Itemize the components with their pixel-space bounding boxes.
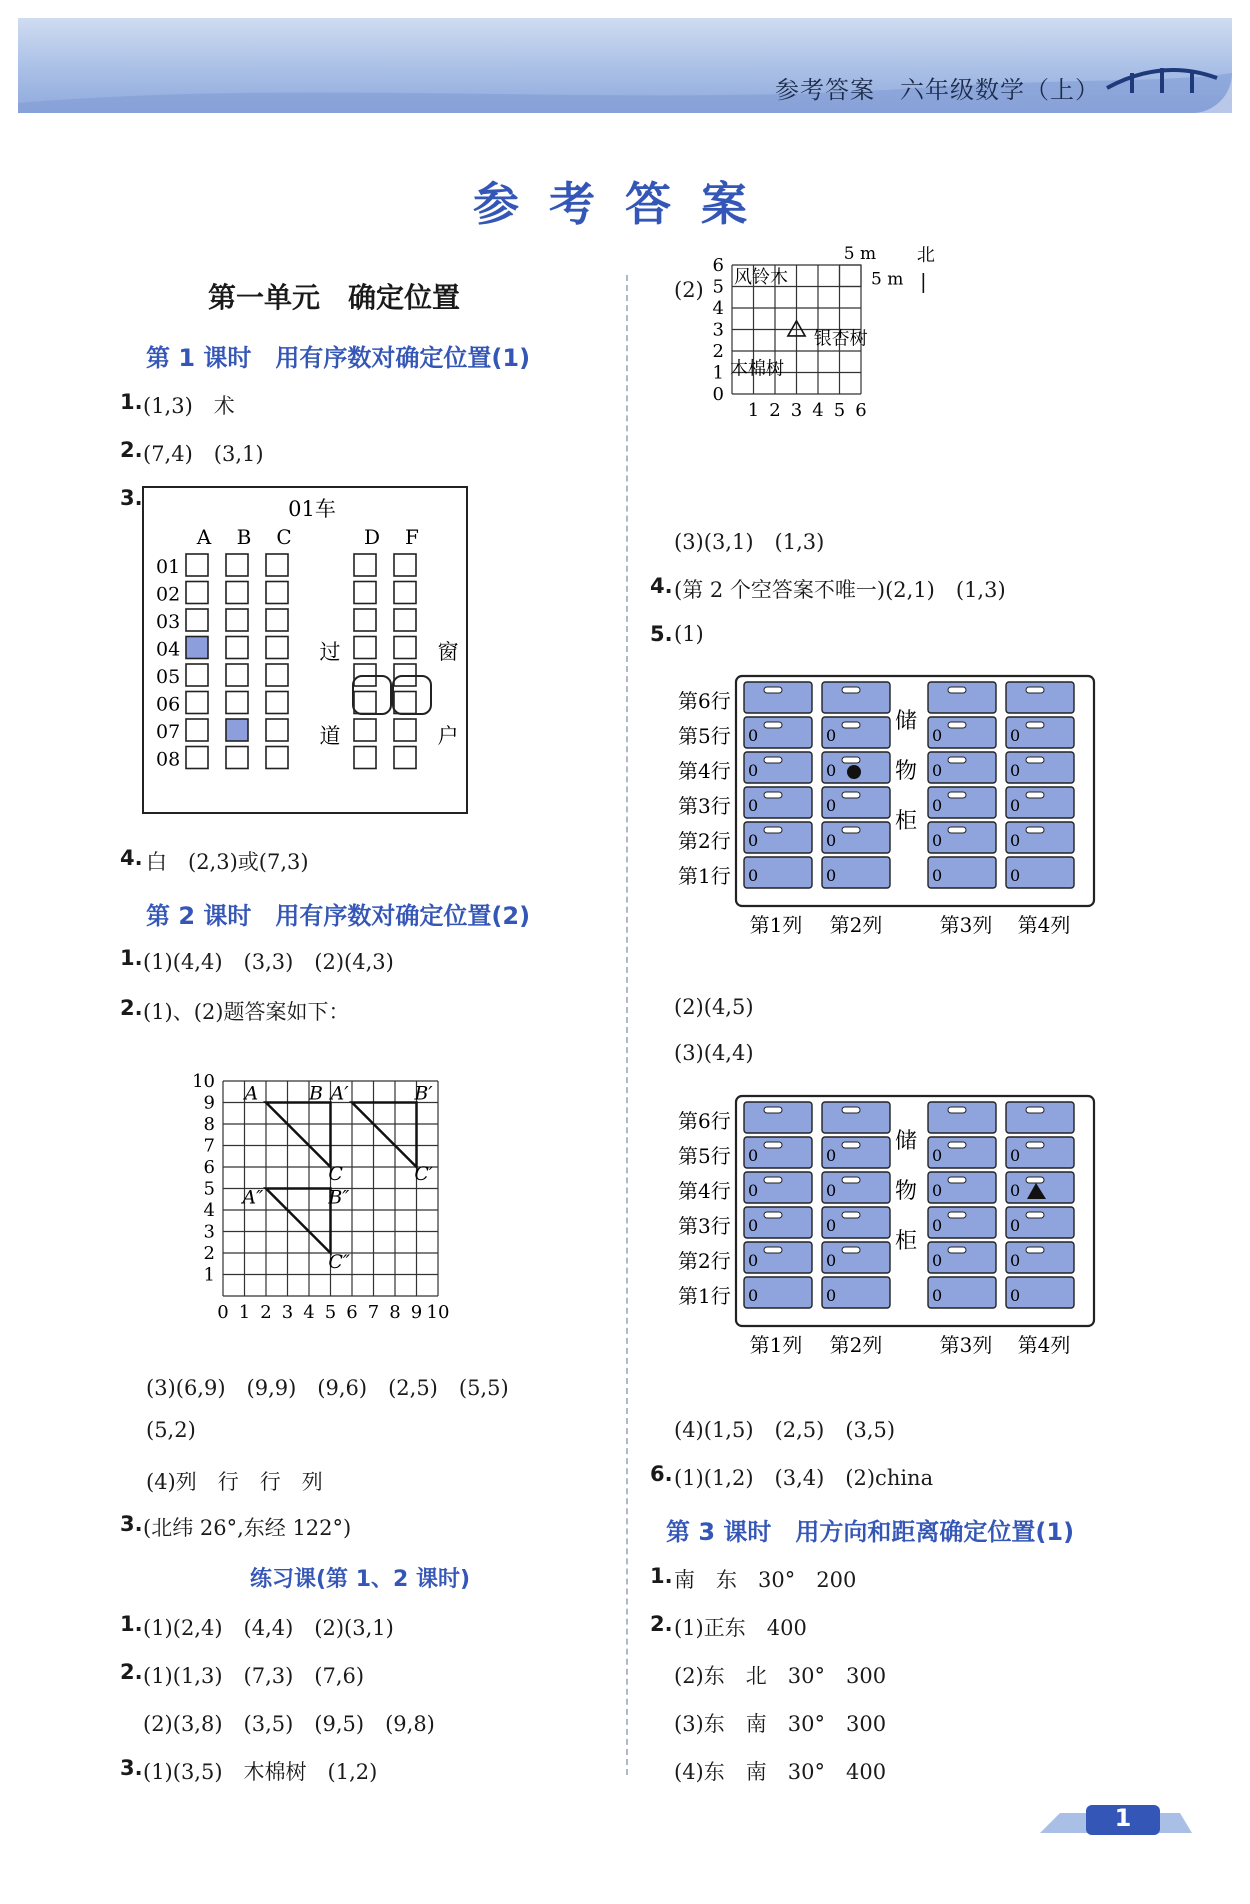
col-label: 第1列 (749, 913, 803, 937)
seat-box (226, 747, 248, 769)
y-tick: 3 (712, 319, 724, 341)
seat-box (394, 609, 416, 631)
vertex-label: B′ (414, 1082, 433, 1105)
y-tick: 10 (192, 1071, 215, 1092)
q-number: 3. (120, 1512, 143, 1536)
locker-label: 储 (894, 1129, 918, 1154)
locker-label: 柜 (894, 809, 918, 834)
locker-handle (948, 1177, 966, 1183)
seat-box (186, 719, 208, 741)
locker-handle (764, 1142, 782, 1148)
row-label: 第1行 (678, 864, 731, 888)
y-tick: 8 (203, 1114, 215, 1135)
answer-text: (1) (674, 622, 704, 646)
locker-handle (842, 792, 860, 798)
vertex-label: C′ (414, 1162, 434, 1185)
seat-box (186, 637, 208, 659)
locker-handle (764, 792, 782, 798)
locker-handle (842, 687, 860, 693)
locker-knob: 0 (1010, 831, 1021, 850)
row-label: 第2行 (678, 829, 731, 853)
locker-knob: 0 (826, 1216, 837, 1235)
seat-box (226, 554, 248, 576)
locker-knob: 0 (748, 1286, 759, 1305)
answer-text: (1)(2,4) (4,4) (2)(3,1) (143, 1616, 394, 1640)
x-tick: 10 (426, 1302, 450, 1323)
vertex-label: B (309, 1082, 323, 1105)
seat-box (186, 554, 208, 576)
locker-knob: 0 (932, 1216, 943, 1235)
x-tick: 2 (769, 400, 781, 421)
locker-knob: 0 (1010, 761, 1021, 780)
seat-box (354, 637, 376, 659)
aisle-label: 过 (319, 640, 341, 664)
locker-knob: 0 (826, 1146, 837, 1165)
seat-box (266, 609, 288, 631)
col-label: C (276, 525, 292, 549)
y-tick: 6 (712, 255, 724, 276)
locker-knob: 0 (748, 761, 759, 780)
answer-text: (7,4) (3,1) (143, 442, 264, 466)
locker-label: 物 (894, 1179, 918, 1204)
x-tick: 4 (303, 1302, 315, 1323)
row-label: 03 (156, 611, 181, 633)
locker-handle (764, 1212, 782, 1218)
locker-knob: 0 (826, 726, 837, 745)
answer-text: (1)(3,5) 木棉树 (1,2) (143, 1760, 378, 1784)
seat-box (394, 692, 416, 714)
locker-knob: 0 (826, 1286, 837, 1305)
seat-box (186, 609, 208, 631)
locker-handle (764, 722, 782, 728)
answer-text: (1)正东 400 (674, 1616, 807, 1640)
row-label: 第3行 (678, 794, 731, 818)
answer-text: (4)东 南 30° 400 (674, 1760, 887, 1784)
q-number: 3. (120, 1756, 143, 1780)
car-label: 01车 (288, 497, 336, 521)
answer-text: (2)东 北 30° 300 (674, 1664, 887, 1688)
tree-map (706, 244, 946, 502)
seat-box (394, 747, 416, 769)
lesson1-title: 第 1 课时 用有序数对确定位置(1) (146, 344, 531, 372)
locker-knob: 0 (932, 1286, 943, 1305)
locker-handle (842, 1177, 860, 1183)
seat-box (266, 747, 288, 769)
y-tick: 6 (203, 1157, 215, 1178)
answer-text: (2)(4,5) (674, 995, 754, 1019)
window-label: 窗 (437, 640, 459, 664)
row-label: 05 (156, 666, 181, 688)
scale-label: 5 m (843, 244, 877, 264)
locker-handle (1026, 757, 1044, 763)
locker-handle (1026, 1177, 1044, 1183)
triangle-abc-double-prime (266, 1189, 331, 1254)
locker-handle (948, 792, 966, 798)
x-tick: 3 (281, 1302, 294, 1323)
y-tick: 9 (203, 1092, 215, 1114)
x-tick: 8 (389, 1302, 401, 1323)
seat-diagram (142, 486, 472, 816)
locker-handle (842, 757, 860, 763)
locker-handle (1026, 827, 1044, 833)
seat-box (266, 692, 288, 714)
coordinate-grid (192, 1040, 535, 1340)
locker-handle (1026, 1247, 1044, 1253)
vertex-label: C (328, 1162, 343, 1185)
answer-text: (2)(3,8) (3,5) (9,5) (9,8) (143, 1712, 435, 1736)
q-number: 4. (650, 574, 673, 598)
answer-text: (北纬 26°,东经 122°) (143, 1516, 352, 1540)
answer-text: (1)(1,3) (7,3) (7,6) (143, 1664, 365, 1688)
locker-knob: 0 (826, 761, 837, 780)
q-number: 5. (650, 622, 673, 646)
locker-handle (948, 722, 966, 728)
page-title: 参考答案 (473, 177, 777, 231)
seat-box (266, 719, 288, 741)
practice-title: 练习课(第 1、2 课时) (250, 1567, 471, 1592)
locker-knob: 0 (1010, 796, 1021, 815)
row-label: 第3行 (678, 1214, 731, 1238)
q-number: 1. (120, 1612, 143, 1636)
seat-box (266, 554, 288, 576)
y-tick: 7 (203, 1135, 215, 1157)
locker-label: 柜 (894, 1229, 918, 1254)
locker-knob: 0 (932, 831, 943, 850)
page-number: 1 (1114, 1804, 1132, 1832)
col-label: 第1列 (749, 1333, 803, 1357)
seat-box (354, 692, 376, 714)
seat-box (394, 554, 416, 576)
x-tick: 1 (238, 1302, 251, 1323)
answer-text: (4)列 行 行 列 (146, 1470, 323, 1494)
locker-knob: 0 (748, 1181, 759, 1200)
seat-box (394, 719, 416, 741)
locker-knob: 0 (932, 1146, 943, 1165)
seat-box (354, 719, 376, 741)
q-number: 4. (120, 846, 143, 870)
col-label: 第2列 (829, 913, 883, 937)
x-tick: 6 (346, 1302, 358, 1323)
seat-box (354, 554, 376, 576)
locker-knob: 0 (932, 1181, 943, 1200)
answer-text: (3)(4,4) (674, 1041, 754, 1065)
x-tick: 5 (324, 1302, 337, 1323)
col-label: A (196, 525, 212, 549)
locker-handle (948, 757, 966, 763)
locker-handle (764, 1247, 782, 1253)
answer-text: 南 东 30° 200 (674, 1568, 857, 1592)
q-number: 1. (650, 1564, 673, 1588)
locker-knob: 0 (826, 1251, 837, 1270)
row-label: 07 (156, 721, 181, 743)
y-tick: 4 (203, 1200, 215, 1221)
col-label: B (236, 525, 252, 549)
locker-handle (1026, 1142, 1044, 1148)
locker-knob: 0 (748, 1216, 759, 1235)
row-label: 08 (156, 748, 181, 771)
seat-box (186, 582, 208, 604)
locker-knob: 0 (932, 726, 943, 745)
triangle-abc-prime (352, 1103, 417, 1168)
locker-handle (764, 827, 782, 833)
seat-box (354, 582, 376, 604)
locker-handle (1026, 687, 1044, 693)
row-label: 第5行 (678, 724, 731, 748)
answer-text: (1)、(2)题答案如下： (143, 1000, 350, 1024)
locker-knob: 0 (826, 1181, 837, 1200)
y-tick: 2 (712, 341, 724, 362)
locker-handle (764, 1107, 782, 1113)
locker-handle (948, 1142, 966, 1148)
answer-text: (1)(1,2) (3,4) (2)china (674, 1466, 934, 1490)
locker-handle (842, 1247, 860, 1253)
col-label: D (363, 525, 381, 549)
col-label: F (405, 525, 419, 549)
tree-label: 银杏树 (813, 328, 868, 350)
x-tick: 9 (410, 1302, 423, 1323)
x-tick: 7 (367, 1302, 380, 1323)
row-label: 第6行 (678, 1109, 731, 1133)
locker-label: 物 (894, 759, 918, 784)
q-number: 2. (120, 1660, 143, 1684)
tree-label: 木棉树 (730, 358, 784, 380)
seat-box (226, 582, 248, 604)
row-label: 04 (156, 638, 181, 661)
locker-knob: 0 (748, 866, 759, 885)
window-label: 户 (437, 724, 459, 748)
right-column (626, 0, 1250, 1904)
marker-dot (847, 765, 861, 779)
x-tick: 4 (812, 400, 824, 421)
locker-handle (948, 1107, 966, 1113)
q-number: 2. (120, 996, 143, 1020)
answer-text: (4)(1,5) (2,5) (3,5) (674, 1418, 896, 1442)
locker-label: 储 (894, 709, 918, 734)
seat-box (226, 609, 248, 631)
locker-handle (764, 1177, 782, 1183)
row-label: 06 (156, 693, 181, 716)
lesson2-title: 第 2 课时 用有序数对确定位置(2) (146, 902, 531, 930)
seat-box (354, 609, 376, 631)
x-tick: 0 (217, 1302, 229, 1323)
locker-knob: 0 (826, 866, 837, 885)
locker-knob: 0 (748, 1251, 759, 1270)
locker-handle (842, 722, 860, 728)
locker-knob: 0 (1010, 1181, 1021, 1200)
tree-label: 风铃木 (734, 267, 788, 288)
row-label: 第6行 (678, 689, 731, 713)
y-tick: 4 (712, 298, 724, 319)
locker-handle (948, 687, 966, 693)
locker-handle (1026, 1212, 1044, 1218)
col-label: 第3列 (939, 913, 993, 937)
locker-handle (764, 757, 782, 763)
seat-box (266, 637, 288, 659)
y-tick: 1 (203, 1264, 215, 1286)
vertex-label: B″ (328, 1186, 350, 1209)
answer-text: 白 (2,3)或(7,3) (146, 850, 309, 874)
q-number: 2. (120, 438, 143, 462)
locker-diagram (666, 1088, 1166, 1398)
seat-box (226, 637, 248, 659)
row-label: 第4行 (678, 759, 731, 783)
row-label: 第2行 (678, 1249, 731, 1273)
locker-knob: 0 (932, 866, 943, 885)
lesson3-title: 第 3 课时 用方向和距离确定位置(1) (666, 1518, 1075, 1546)
row-label: 第5行 (678, 1144, 731, 1168)
locker-knob: 0 (748, 1146, 759, 1165)
locker-knob: 0 (748, 831, 759, 850)
answer-text: (第 2 个空答案不唯一)(2,1) (1,3) (674, 578, 1006, 602)
answer-text: (5,2) (146, 1418, 196, 1442)
col-label: 第4列 (1017, 1333, 1071, 1357)
locker-knob: 0 (748, 726, 759, 745)
header-title: 参考答案 六年级数学（上） (775, 76, 1100, 104)
y-tick: 2 (203, 1243, 215, 1264)
locker-handle (948, 827, 966, 833)
col-label: 第3列 (939, 1333, 993, 1357)
answer-text: (1,3) 术 (143, 394, 235, 418)
seat-box (394, 582, 416, 604)
aisle-label: 道 (319, 724, 341, 748)
seat-box (186, 747, 208, 769)
x-tick: 3 (790, 400, 803, 421)
seat-box (226, 664, 248, 686)
seat-box (266, 664, 288, 686)
locker-knob: 0 (1010, 1286, 1021, 1305)
y-tick: 5 (712, 276, 724, 298)
locker-handle (1026, 792, 1044, 798)
col-label: 第2列 (829, 1333, 883, 1357)
answer-text: (1)(4,4) (3,3) (2)(4,3) (143, 950, 394, 974)
vertex-label: C″ (328, 1251, 350, 1274)
locker-handle (842, 1212, 860, 1218)
locker-diagram (666, 668, 1166, 978)
row-label: 第1行 (678, 1284, 731, 1308)
row-label: 第4行 (678, 1179, 731, 1203)
locker-handle (842, 827, 860, 833)
y-tick: 3 (203, 1221, 215, 1243)
y-tick: 1 (712, 362, 724, 384)
locker-knob: 0 (932, 1251, 943, 1270)
locker-handle (842, 1142, 860, 1148)
locker-knob: 0 (1010, 1251, 1021, 1270)
locker-handle (1026, 1107, 1044, 1113)
q-number: 1. (120, 946, 143, 970)
answer-text: (2) (674, 278, 704, 302)
row-label: 01 (156, 556, 181, 578)
locker-handle (764, 687, 782, 693)
vertex-label: A′ (330, 1082, 349, 1105)
seat-box (186, 692, 208, 714)
q-number: 2. (650, 1612, 673, 1636)
vertex-label: A″ (242, 1186, 264, 1209)
locker-knob: 0 (826, 831, 837, 850)
col-label: 第4列 (1017, 913, 1071, 937)
locker-knob: 0 (932, 761, 943, 780)
scale-box (840, 265, 862, 287)
x-tick: 1 (747, 400, 760, 421)
y-tick: 5 (203, 1178, 215, 1200)
locker-knob: 0 (1010, 1216, 1021, 1235)
x-tick: 2 (260, 1302, 272, 1323)
q-number: 6. (650, 1462, 673, 1486)
locker-knob: 0 (1010, 1146, 1021, 1165)
locker-knob: 0 (1010, 726, 1021, 745)
seat-box (354, 747, 376, 769)
answer-text: (3)东 南 30° 300 (674, 1712, 887, 1736)
seat-box (266, 582, 288, 604)
locker-knob: 0 (748, 796, 759, 815)
q-number: 1. (120, 390, 143, 414)
answer-text: (3)(3,1) (1,3) (674, 530, 825, 554)
q-number: 3. (120, 486, 143, 510)
locker-handle (948, 1212, 966, 1218)
vertex-label: A (244, 1082, 259, 1105)
answer-text: (3)(6,9) (9,9) (9,6) (2,5) (5,5) (146, 1376, 509, 1400)
seat-box (186, 664, 208, 686)
locker-handle (842, 1107, 860, 1113)
unit-title: 第一单元 确定位置 (208, 281, 461, 314)
locker-handle (1026, 722, 1044, 728)
x-tick: 5 (833, 400, 846, 421)
locker-knob: 0 (932, 796, 943, 815)
seat-box (226, 719, 248, 741)
locker-handle (948, 1247, 966, 1253)
locker-knob: 0 (826, 796, 837, 815)
north-label: 北 (916, 245, 935, 266)
triangle-abc (266, 1103, 331, 1168)
scale-label: 5 m (871, 269, 904, 290)
y-tick: 0 (712, 384, 724, 405)
locker-knob: 0 (1010, 866, 1021, 885)
row-label: 02 (156, 583, 181, 606)
seat-box (394, 637, 416, 659)
seat-box (226, 692, 248, 714)
x-tick: 6 (855, 400, 867, 421)
